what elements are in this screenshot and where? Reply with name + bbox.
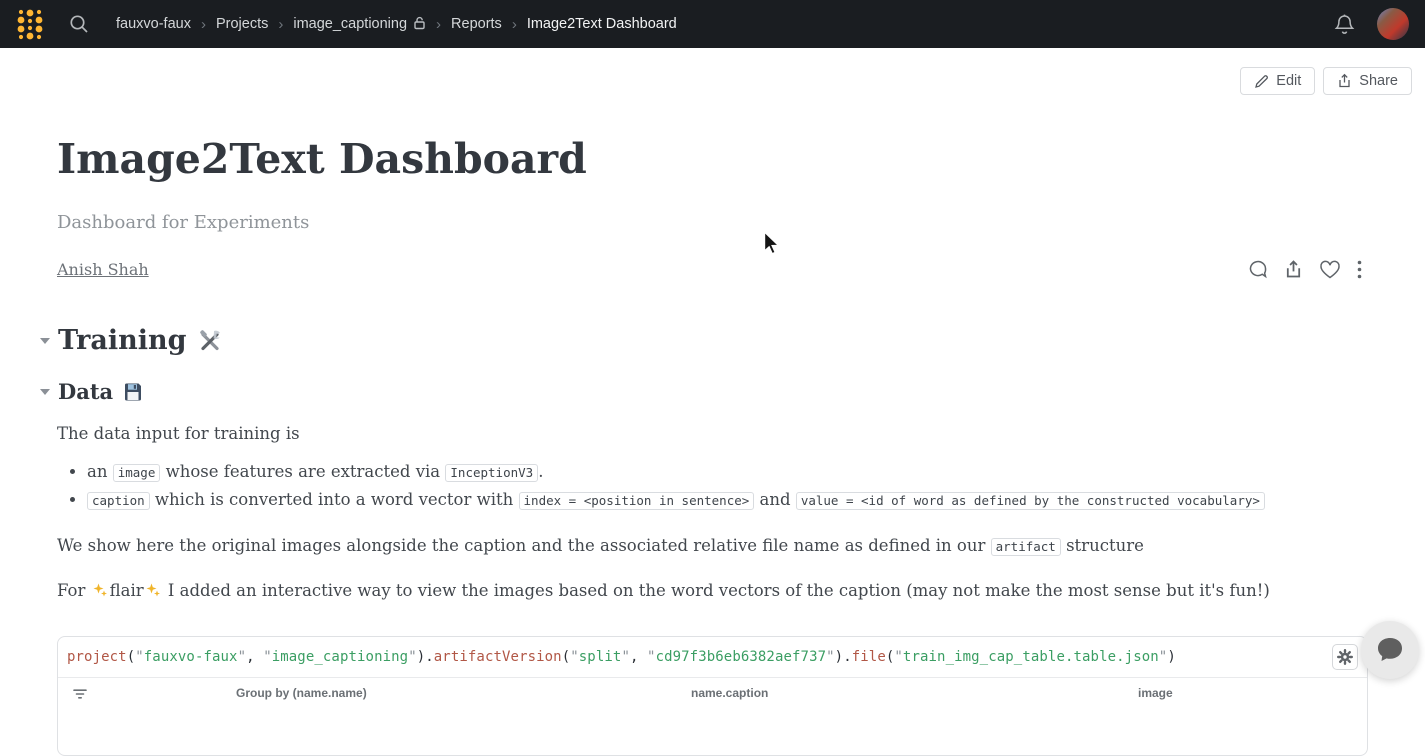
weave-table-panel — [57, 636, 1368, 756]
top-navbar — [0, 0, 1425, 48]
list-item: • caption which is converted into a word vector with index = <position in sentence> and value = <id of word as defined by the constructed vocabulary> — [87, 487, 1368, 515]
breadcrumb-entity[interactable]: fauxvo-faux — [116, 16, 191, 32]
collapse-caret-icon[interactable] — [40, 389, 50, 395]
section-training — [40, 324, 1368, 358]
panel-settings-button[interactable] — [1332, 644, 1358, 670]
more-options-icon[interactable] — [1357, 260, 1362, 279]
inline-code: index = <position in sentence> — [519, 492, 755, 510]
floppy-disk-emoji-icon — [123, 382, 143, 402]
chat-widget-button[interactable] — [1361, 621, 1419, 679]
pencil-icon — [1254, 74, 1269, 89]
sparkles-emoji-icon — [146, 583, 161, 598]
breadcrumb-current-report[interactable]: Image2Text Dashboard — [526, 16, 677, 32]
data-bullet-list — [57, 459, 1368, 514]
inline-code: InceptionV3 — [445, 464, 538, 482]
notifications-bell-icon[interactable] — [1334, 13, 1355, 36]
artifact-paragraph: We show here the original images alongside the caption and the associated relative file name as defined in our artifact structure — [57, 536, 1144, 555]
share-button[interactable] — [1323, 67, 1412, 95]
list-item: • an image whose features are extracted via InceptionV3 . — [87, 459, 1368, 487]
wandb-logo-icon[interactable] — [16, 7, 44, 41]
share-report-icon[interactable] — [1284, 259, 1303, 280]
intro-paragraph: The data input for training is — [57, 424, 300, 443]
chat-bubble-icon — [1375, 636, 1405, 664]
data-heading: Data — [58, 379, 114, 404]
hammer-wrench-emoji-icon — [197, 328, 223, 354]
edit-button[interactable] — [1240, 67, 1315, 95]
sparkles-emoji-icon — [93, 583, 108, 598]
breadcrumb — [116, 16, 677, 33]
flair-paragraph: For flair I added an interactive way to view the images based on the word vectors of the caption (may not make the most sense but it's fun!) — [57, 581, 1270, 600]
breadcrumb-reports[interactable]: Reports — [451, 16, 502, 32]
inline-code: value = <id of word as defined by the constructed vocabulary> — [796, 492, 1265, 510]
inline-code: caption — [87, 492, 150, 510]
query-expression-row[interactable] — [58, 637, 1367, 678]
unlock-icon — [413, 16, 426, 30]
comment-icon[interactable] — [1247, 259, 1268, 280]
breadcrumb-separator: › — [436, 15, 442, 33]
report-action-icons — [1247, 259, 1368, 280]
breadcrumb-project[interactable]: image_captioning — [293, 16, 426, 32]
report-subtitle: Dashboard for Experiments — [57, 212, 310, 233]
edit-button-label: Edit — [1276, 73, 1302, 89]
breadcrumb-projects[interactable]: Projects — [215, 16, 269, 32]
filter-icon[interactable] — [73, 688, 87, 702]
search-icon[interactable] — [68, 13, 90, 35]
column-header-group-by[interactable]: Group by (name.name) — [236, 686, 367, 700]
page-title: Image2Text Dashboard — [57, 135, 587, 183]
report-toolbar — [1240, 67, 1412, 95]
column-header-name-caption[interactable]: name.caption — [691, 686, 769, 700]
breadcrumb-separator: › — [200, 15, 206, 33]
column-header-image[interactable]: image — [1138, 686, 1173, 700]
share-button-label: Share — [1359, 73, 1398, 89]
inline-code: artifact — [991, 538, 1061, 556]
table-header-row — [58, 678, 1367, 714]
section-data — [40, 378, 1368, 406]
breadcrumb-separator: › — [278, 15, 284, 33]
like-heart-icon[interactable] — [1319, 260, 1341, 280]
user-avatar[interactable] — [1377, 8, 1409, 40]
training-heading: Training — [58, 325, 187, 356]
collapse-caret-icon[interactable] — [40, 338, 50, 344]
share-icon — [1337, 73, 1352, 89]
inline-code: image — [113, 464, 161, 482]
query-expression[interactable]: project("fauxvo-faux", "image_captioning").artifactVersion("split", "cd97f3b6eb6382aef737").file("train_img_cap_table.table.json") — [67, 649, 1176, 665]
breadcrumb-separator: › — [511, 15, 517, 33]
author-link[interactable]: Anish Shah — [57, 260, 149, 279]
gear-icon — [1337, 649, 1353, 665]
